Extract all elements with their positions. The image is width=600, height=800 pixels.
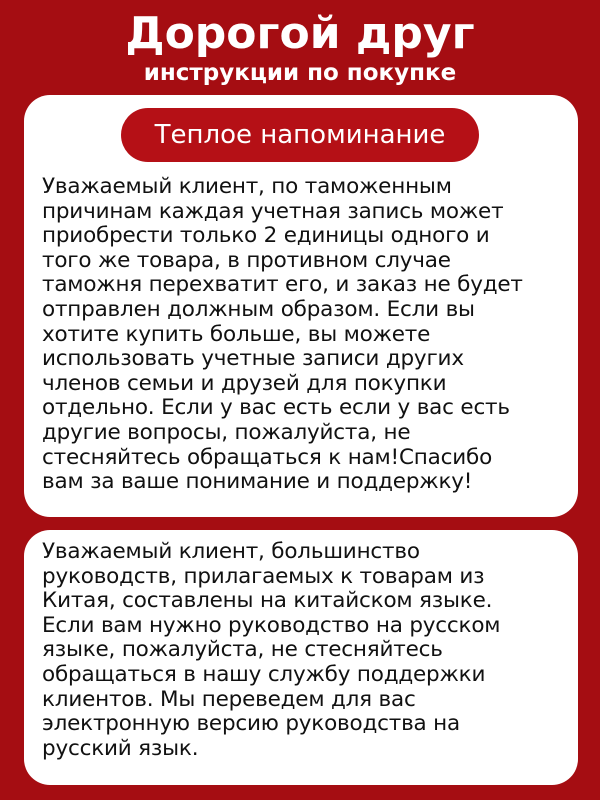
reminder-label: Теплое напоминание <box>121 108 479 162</box>
reminder-text: Уважаемый клиент, по таможенным причинам каждая учетная запись может приобрести только 2 единицы одного и того же товара, в противном случае таможня перехватит его, и заказ не будет отправлен должным образом. Если вы хотите купить больше, вы можете использовать учетные записи других членов семьи и друзей для покупки отдельно. Если у вас есть если у вас есть другие вопросы, пожалуйста, не стесняйтесь обращаться к нам!Спасибо вам за ваше понимание и поддержку! <box>42 174 523 495</box>
manual-notice-text: Уважаемый клиент, большинство руководств, прилагаемых к товарам из Китая, составлены на китайском языке. Если вам нужно руководство на русском языке, пожалуйста, не стесняйтесь обращаться в нашу службу поддержки клиентов. Мы переведем для вас электронную версию руководства на русский язык. <box>42 539 501 761</box>
page-subtitle: инструкции по покупке <box>143 60 457 86</box>
page-title: Дорогой друг <box>125 8 475 59</box>
